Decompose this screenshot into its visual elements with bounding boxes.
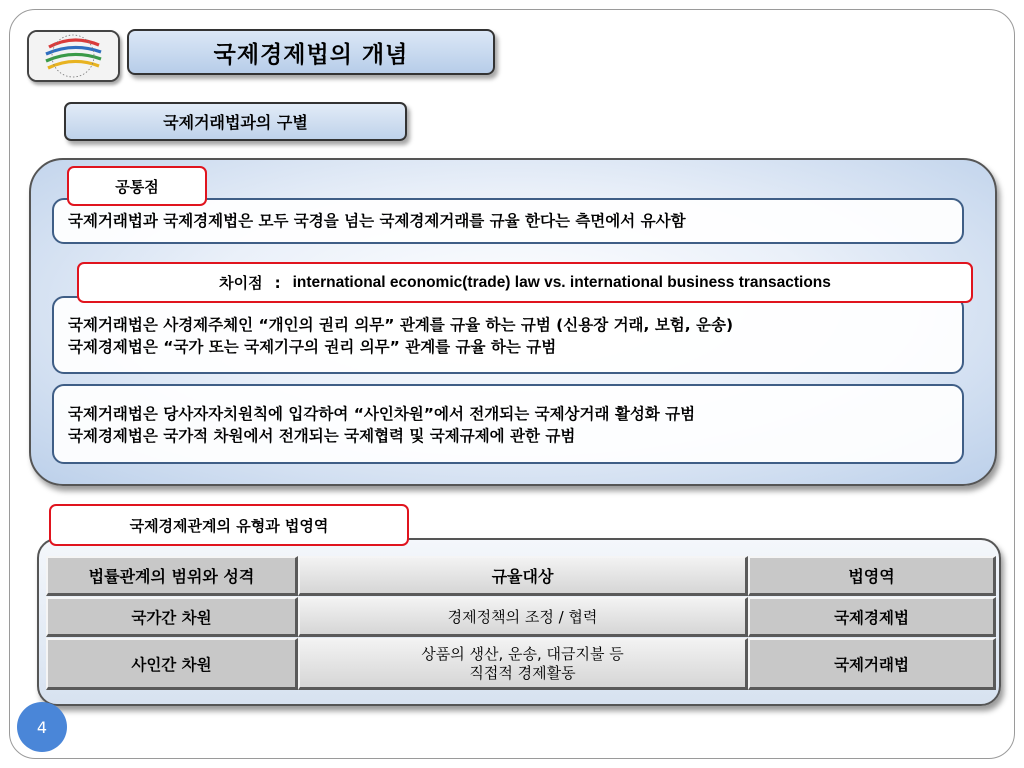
table-header-target: 규율대상 [298,556,748,596]
table-header-field: 법영역 [748,556,996,596]
table-row-2-field: 국제거래법 [748,638,996,690]
table-header-scope: 법률관계의 범위와 성격 [46,556,298,596]
table-row-1-target: 경제정책의 조정 / 협력 [298,597,748,637]
page-number-badge: 4 [17,702,67,752]
section-subtitle: 국제거래법과의 구별 [64,102,407,141]
common-point-text: 국제거래법과 국제경제법은 모두 국경을 넘는 국제경제거래를 규율 한다는 측면에서 유사함 [68,212,686,230]
difference-label-english: international economic(trade) law vs. international business transactions [292,273,831,291]
table-row-2-target [298,638,748,690]
table-row-2-target-line-2: 직접적 경제활동 [469,663,576,682]
difference-label [77,262,973,303]
table-row-1-field: 국제경제법 [748,597,996,637]
table-row-2-scope: 사인간 차원 [46,638,298,690]
difference-box-2-line-2: 국제경제법은 국가적 차원에서 전개되는 국제협력 및 국제규제에 관한 규범 [68,427,576,445]
difference-box-1-line-1: 국제거래법은 사경제주체인 “개인의 권리 의무” 관계를 규율 하는 규범 (신용장 거래, 보험, 운송) [68,316,734,334]
table-row-2-target-line-1: 상품의 생산, 운송, 대금지불 등 [421,644,624,663]
types-label: 국제경제관계의 유형과 법영역 [49,504,409,546]
difference-label-separator: : [274,273,281,292]
table-row-1-scope: 국가간 차원 [46,597,298,637]
difference-box-2 [52,384,964,464]
common-point-label: 공통점 [67,166,207,206]
wto-logo [27,30,120,82]
slide-title: 국제경제법의 개념 [127,29,495,75]
wto-logo-icon [29,32,118,80]
difference-box-1-line-2: 국제경제법은 “국가 또는 국제기구의 권리 의무” 관계를 규율 하는 규범 [68,338,557,356]
difference-box-2-line-1: 국제거래법은 당사자자치원칙에 입각하여 “사인차원”에서 전개되는 국제상거래 활성화 규범 [68,405,696,423]
difference-label-title: 차이점 [219,274,263,292]
difference-box-1 [52,296,964,374]
